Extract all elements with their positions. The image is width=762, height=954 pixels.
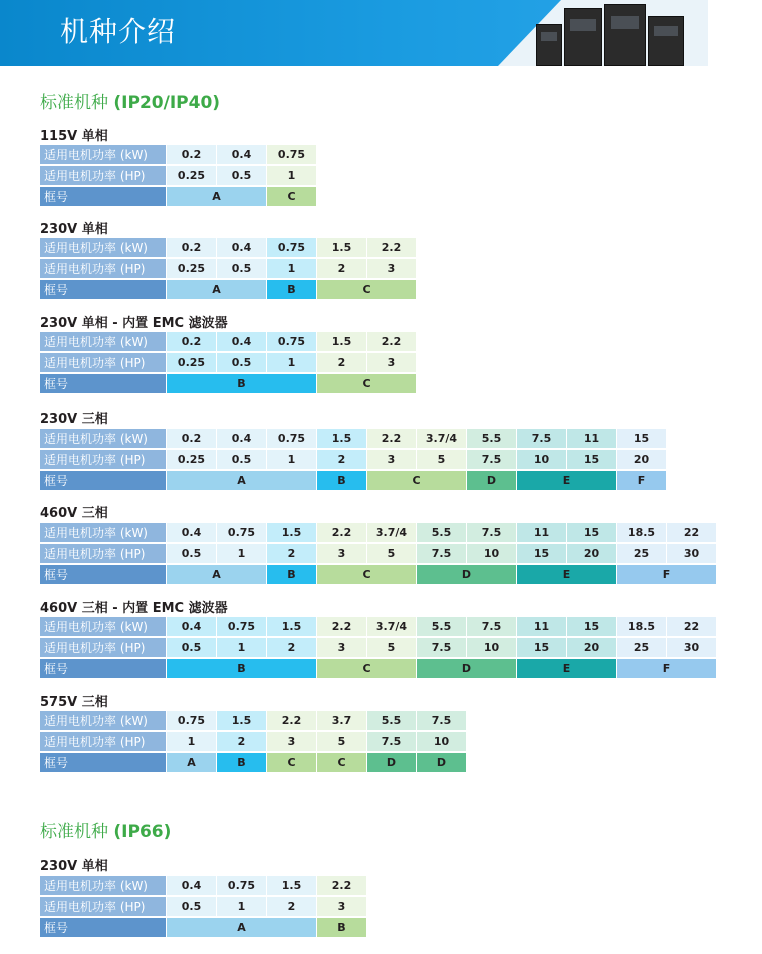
value-cell: 0.4 — [217, 238, 267, 259]
frame-cell: B — [267, 280, 317, 301]
value-cell: 1 — [167, 732, 217, 753]
row-label: 框号 — [40, 280, 167, 301]
frame-row — [40, 565, 717, 586]
value-cell: 20 — [567, 544, 617, 565]
value-cell: 7.5 — [467, 450, 517, 471]
frame-cell: B — [167, 374, 317, 395]
value-cell: 3 — [267, 732, 317, 753]
value-cell: 7.5 — [517, 429, 567, 450]
value-cell: 0.75 — [267, 145, 317, 166]
value-cell: 15 — [617, 429, 667, 450]
frame-cell: F — [617, 471, 667, 492]
value-cell: 0.25 — [167, 166, 217, 187]
frame-cell: D — [417, 753, 467, 774]
value-cell: 5.5 — [467, 429, 517, 450]
value-cell: 0.5 — [167, 638, 217, 659]
value-cell: 3 — [367, 450, 417, 471]
frame-row — [40, 753, 467, 774]
row-label: 适用电机功率 (HP) — [40, 732, 167, 753]
section-title-ip66 — [40, 817, 171, 842]
value-cell: 15 — [517, 544, 567, 565]
spec-table — [40, 711, 467, 774]
value-cell: 0.75 — [217, 876, 267, 897]
frame-row — [40, 918, 367, 939]
value-cell: 7.5 — [417, 711, 467, 732]
value-cell: 7.5 — [467, 523, 517, 544]
section-title-en: (IP20/IP40) — [113, 93, 221, 113]
row-label: 框号 — [40, 753, 167, 774]
value-cell: 7.5 — [367, 732, 417, 753]
page-title: 机种介绍 — [60, 15, 177, 48]
value-cell: 20 — [617, 450, 667, 471]
hp-row — [40, 353, 417, 374]
frame-cell: A — [167, 918, 317, 939]
frame-cell: E — [517, 565, 617, 586]
value-cell: 5 — [367, 544, 417, 565]
kw-row — [40, 238, 417, 259]
value-cell: 22 — [667, 523, 717, 544]
value-cell: 2 — [317, 353, 367, 374]
group-title: 230V 单相 - 内置 EMC 滤波器 — [40, 316, 228, 331]
value-cell: 5 — [367, 638, 417, 659]
frame-cell: F — [617, 659, 717, 680]
frame-row — [40, 280, 417, 301]
value-cell: 5.5 — [367, 711, 417, 732]
frame-cell: C — [267, 187, 317, 208]
value-cell: 3 — [367, 259, 417, 280]
value-cell: 15 — [567, 523, 617, 544]
group-title: 230V 单相 — [40, 859, 108, 874]
value-cell: 1.5 — [317, 429, 367, 450]
frame-cell: A — [167, 753, 217, 774]
value-cell: 10 — [467, 638, 517, 659]
row-label: 适用电机功率 (kW) — [40, 523, 167, 544]
frame-cell: C — [317, 374, 417, 395]
value-cell: 7.5 — [417, 638, 467, 659]
row-label: 框号 — [40, 565, 167, 586]
value-cell: 1 — [267, 259, 317, 280]
value-cell: 1 — [217, 897, 267, 918]
value-cell: 1.5 — [317, 332, 367, 353]
value-cell: 5 — [417, 450, 467, 471]
spec-table — [40, 876, 367, 939]
group-title: 460V 三相 - 内置 EMC 滤波器 — [40, 601, 228, 616]
section-title-en: (IP66) — [113, 822, 172, 842]
value-cell: 0.4 — [167, 617, 217, 638]
value-cell: 0.2 — [167, 238, 217, 259]
frame-cell: C — [317, 565, 417, 586]
frame-row — [40, 471, 667, 492]
value-cell: 10 — [467, 544, 517, 565]
value-cell: 3 — [317, 897, 367, 918]
frame-cell: D — [417, 565, 517, 586]
value-cell: 0.2 — [167, 332, 217, 353]
frame-cell: B — [267, 565, 317, 586]
value-cell: 15 — [517, 638, 567, 659]
row-label: 框号 — [40, 659, 167, 680]
hp-row — [40, 897, 367, 918]
value-cell: 20 — [567, 638, 617, 659]
section-title-cn: 标准机种 — [40, 93, 114, 113]
frame-cell: A — [167, 471, 317, 492]
frame-cell: F — [617, 565, 717, 586]
value-cell: 2.2 — [267, 711, 317, 732]
hp-row — [40, 166, 317, 187]
row-label: 适用电机功率 (HP) — [40, 544, 167, 565]
row-label: 框号 — [40, 918, 167, 939]
value-cell: 1 — [217, 544, 267, 565]
value-cell: 0.5 — [167, 897, 217, 918]
hp-row — [40, 544, 717, 565]
frame-cell: E — [517, 471, 617, 492]
value-cell: 5 — [317, 732, 367, 753]
value-cell: 2.2 — [367, 332, 417, 353]
section-title-standard — [40, 88, 220, 113]
kw-row — [40, 523, 717, 544]
value-cell: 0.25 — [167, 259, 217, 280]
row-label: 适用电机功率 (kW) — [40, 711, 167, 732]
group-title: 460V 三相 — [40, 506, 108, 521]
header-banner — [0, 0, 708, 66]
value-cell: 3.7/4 — [417, 429, 467, 450]
value-cell: 1.5 — [267, 876, 317, 897]
frame-row — [40, 659, 717, 680]
value-cell: 1.5 — [267, 523, 317, 544]
kw-row — [40, 429, 667, 450]
kw-row — [40, 332, 417, 353]
value-cell: 0.2 — [167, 145, 217, 166]
frame-cell: B — [217, 753, 267, 774]
value-cell: 18.5 — [617, 523, 667, 544]
value-cell: 0.25 — [167, 353, 217, 374]
value-cell: 3.7/4 — [367, 523, 417, 544]
row-label: 适用电机功率 (kW) — [40, 617, 167, 638]
value-cell: 7.5 — [467, 617, 517, 638]
value-cell: 0.5 — [167, 544, 217, 565]
value-cell: 2 — [217, 732, 267, 753]
group-title: 115V 单相 — [40, 129, 108, 144]
spec-table — [40, 429, 667, 492]
value-cell: 3.7/4 — [367, 617, 417, 638]
value-cell: 18.5 — [617, 617, 667, 638]
frame-cell: A — [167, 565, 267, 586]
value-cell: 1.5 — [317, 238, 367, 259]
row-label: 适用电机功率 (HP) — [40, 638, 167, 659]
value-cell: 5.5 — [417, 617, 467, 638]
kw-row — [40, 617, 717, 638]
row-label: 适用电机功率 (HP) — [40, 166, 167, 187]
frame-cell: C — [367, 471, 467, 492]
spec-table — [40, 332, 417, 395]
value-cell: 5.5 — [417, 523, 467, 544]
row-label: 适用电机功率 (kW) — [40, 876, 167, 897]
value-cell: 10 — [417, 732, 467, 753]
frame-cell: D — [417, 659, 517, 680]
hp-row — [40, 732, 467, 753]
value-cell: 2 — [317, 450, 367, 471]
frame-cell: D — [367, 753, 417, 774]
value-cell: 0.4 — [217, 332, 267, 353]
value-cell: 0.75 — [217, 523, 267, 544]
value-cell: 0.4 — [217, 145, 267, 166]
value-cell: 30 — [667, 638, 717, 659]
value-cell: 11 — [517, 523, 567, 544]
value-cell: 2.2 — [317, 617, 367, 638]
value-cell: 0.2 — [167, 429, 217, 450]
value-cell: 1 — [267, 353, 317, 374]
value-cell: 1.5 — [267, 617, 317, 638]
row-label: 框号 — [40, 187, 167, 208]
section-title-cn: 标准机种 — [40, 822, 114, 842]
hp-row — [40, 450, 667, 471]
value-cell: 1.5 — [217, 711, 267, 732]
frame-cell: B — [317, 918, 367, 939]
value-cell: 2.2 — [367, 429, 417, 450]
frame-cell: B — [317, 471, 367, 492]
value-cell: 0.4 — [167, 876, 217, 897]
frame-cell: C — [267, 753, 317, 774]
frame-row — [40, 374, 417, 395]
row-label: 适用电机功率 (HP) — [40, 353, 167, 374]
kw-row — [40, 876, 367, 897]
value-cell: 0.4 — [167, 523, 217, 544]
frame-cell: C — [317, 280, 417, 301]
kw-row — [40, 145, 317, 166]
value-cell: 0.75 — [167, 711, 217, 732]
hp-row — [40, 259, 417, 280]
value-cell: 3 — [367, 353, 417, 374]
row-label: 框号 — [40, 374, 167, 395]
row-label: 适用电机功率 (kW) — [40, 145, 167, 166]
value-cell: 2 — [267, 638, 317, 659]
value-cell: 11 — [517, 617, 567, 638]
drive-products-image — [536, 2, 686, 64]
value-cell: 25 — [617, 638, 667, 659]
group-title: 230V 三相 — [40, 412, 108, 427]
kw-row — [40, 711, 467, 732]
group-title: 575V 三相 — [40, 695, 108, 710]
value-cell: 3 — [317, 544, 367, 565]
row-label: 适用电机功率 (kW) — [40, 332, 167, 353]
frame-cell: E — [517, 659, 617, 680]
value-cell: 1 — [267, 450, 317, 471]
value-cell: 2.2 — [317, 523, 367, 544]
value-cell: 0.25 — [167, 450, 217, 471]
value-cell: 2 — [267, 897, 317, 918]
spec-table — [40, 617, 717, 680]
value-cell: 0.5 — [217, 259, 267, 280]
value-cell: 7.5 — [417, 544, 467, 565]
value-cell: 0.75 — [267, 332, 317, 353]
value-cell: 2.2 — [317, 876, 367, 897]
value-cell: 0.75 — [267, 429, 317, 450]
frame-cell: B — [167, 659, 317, 680]
value-cell: 0.5 — [217, 166, 267, 187]
value-cell: 0.75 — [267, 238, 317, 259]
frame-cell: A — [167, 187, 267, 208]
value-cell: 2 — [267, 544, 317, 565]
value-cell: 0.75 — [217, 617, 267, 638]
frame-cell: A — [167, 280, 267, 301]
hp-row — [40, 638, 717, 659]
frame-cell: C — [317, 753, 367, 774]
frame-row — [40, 187, 317, 208]
spec-table — [40, 523, 717, 586]
spec-table — [40, 145, 317, 208]
value-cell: 15 — [567, 450, 617, 471]
row-label: 适用电机功率 (kW) — [40, 238, 167, 259]
value-cell: 0.4 — [217, 429, 267, 450]
value-cell: 30 — [667, 544, 717, 565]
group-title: 230V 单相 — [40, 222, 108, 237]
value-cell: 0.5 — [217, 450, 267, 471]
row-label: 适用电机功率 (kW) — [40, 429, 167, 450]
value-cell: 10 — [517, 450, 567, 471]
row-label: 框号 — [40, 471, 167, 492]
spec-table — [40, 238, 417, 301]
value-cell: 0.5 — [217, 353, 267, 374]
value-cell: 2.2 — [367, 238, 417, 259]
row-label: 适用电机功率 (HP) — [40, 259, 167, 280]
frame-cell: D — [467, 471, 517, 492]
value-cell: 11 — [567, 429, 617, 450]
frame-cell: C — [317, 659, 417, 680]
value-cell: 2 — [317, 259, 367, 280]
value-cell: 25 — [617, 544, 667, 565]
value-cell: 15 — [567, 617, 617, 638]
value-cell: 1 — [267, 166, 317, 187]
value-cell: 3 — [317, 638, 367, 659]
value-cell: 3.7 — [317, 711, 367, 732]
value-cell: 1 — [217, 638, 267, 659]
row-label: 适用电机功率 (HP) — [40, 897, 167, 918]
row-label: 适用电机功率 (HP) — [40, 450, 167, 471]
value-cell: 22 — [667, 617, 717, 638]
